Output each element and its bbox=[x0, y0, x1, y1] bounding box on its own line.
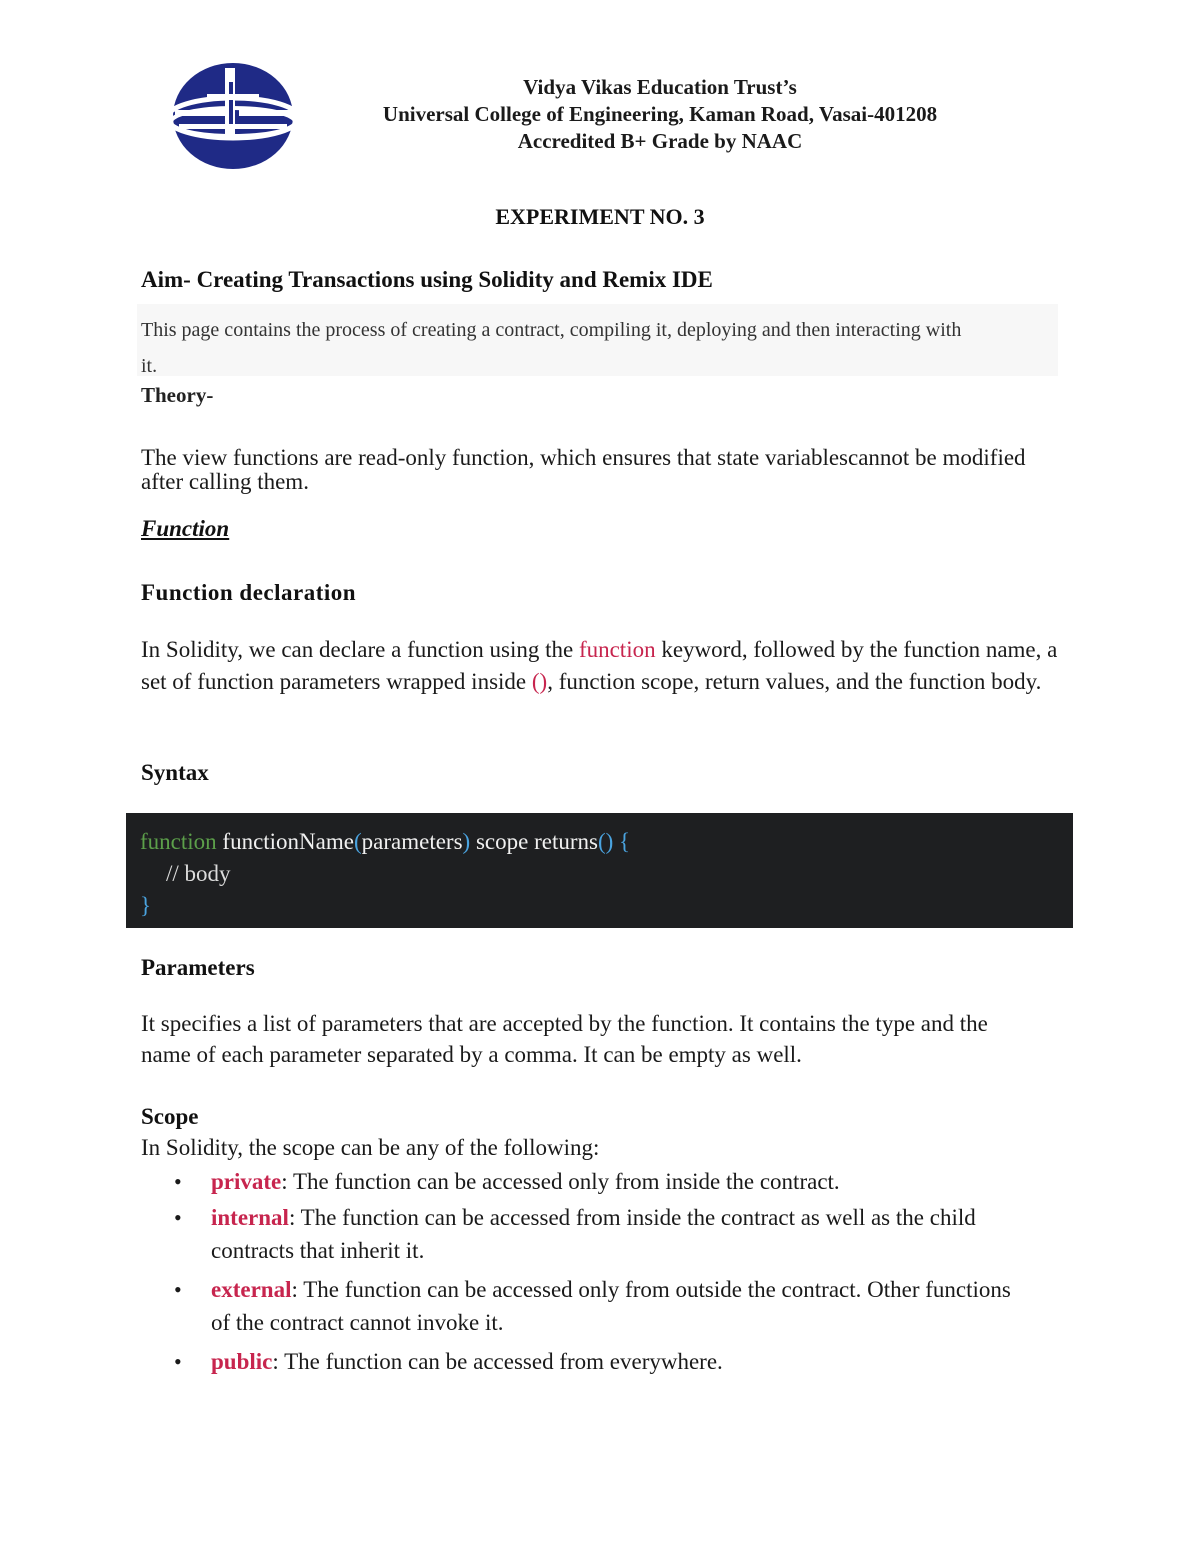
bullet-icon: • bbox=[174, 1205, 182, 1230]
parameters-text: It specifies a list of parameters that are accepted by the function. It contains the type and the name of each parameter separated by a comma. It can be empty as well. bbox=[141, 1011, 988, 1067]
scope-external: external bbox=[211, 1277, 292, 1302]
bullet-icon: • bbox=[174, 1169, 182, 1194]
code-close-brace: } bbox=[140, 893, 152, 918]
scope-internal-desc: : The function can be accessed from inside the contract as well as the child contracts that inherit it. bbox=[211, 1205, 976, 1263]
code-open-brace: { bbox=[613, 829, 631, 854]
code-scope-returns: scope returns bbox=[470, 829, 598, 854]
list-item bbox=[141, 1345, 1021, 1378]
list-item bbox=[141, 1201, 1021, 1267]
code-function-name: functionName bbox=[216, 829, 354, 854]
theory-label: Theory- bbox=[141, 383, 214, 407]
theory-text: The view functions are read-only function, which ensures that state variablescannot be modified after calling them. bbox=[141, 445, 1026, 494]
scope-external-desc: : The function can be accessed only from outside the contract. Other functions of the contract cannot invoke it. bbox=[211, 1277, 1011, 1335]
scope-public: public bbox=[211, 1349, 273, 1374]
accreditation: Accredited B+ Grade by NAAC bbox=[517, 129, 803, 153]
list-item bbox=[141, 1273, 1021, 1339]
experiment-title: EXPERIMENT NO. 3 bbox=[495, 204, 705, 229]
scope-public-desc: : The function can be accessed from everywhere. bbox=[272, 1349, 723, 1374]
code-comment: // body bbox=[166, 861, 231, 886]
bullet-icon: • bbox=[174, 1349, 182, 1374]
code-line-1 bbox=[140, 829, 630, 855]
code-open-paren: ( bbox=[353, 829, 362, 854]
scope-private: private bbox=[211, 1169, 282, 1194]
keyword-parens: () bbox=[531, 669, 548, 694]
declaration-part3: , function scope, return values, and the function body. bbox=[547, 669, 1042, 694]
keyword-function: function bbox=[578, 637, 656, 662]
code-close-paren: ) bbox=[462, 829, 471, 854]
parameters-heading: Parameters bbox=[141, 955, 255, 980]
declaration-part1: In Solidity, we can declare a function using the bbox=[141, 637, 579, 662]
college-logo bbox=[165, 60, 305, 170]
code-params: parameters bbox=[361, 829, 463, 854]
trust-name: Vidya Vikas Education Trust’s bbox=[523, 75, 797, 99]
college-name: Universal College of Engineering, Kaman Road, Vasai-401208 bbox=[382, 102, 938, 126]
bullet-icon: • bbox=[174, 1277, 182, 1302]
code-keyword: function bbox=[140, 829, 217, 854]
function-heading: Function bbox=[141, 516, 230, 541]
scope-list bbox=[141, 1165, 1021, 1378]
code-return-parens: () bbox=[597, 829, 614, 854]
declaration-part2: keyword, followed by the function name, a set of function parameters wrapped inside bbox=[141, 637, 1058, 694]
scope-intro: In Solidity, the scope can be any of the following: bbox=[141, 1135, 600, 1160]
aim-heading: Aim- Creating Transactions using Solidity and Remix IDE bbox=[141, 267, 713, 292]
code-block bbox=[126, 813, 1073, 928]
scope-private-desc: : The function can be accessed only from inside the contract. bbox=[281, 1169, 840, 1194]
syntax-heading: Syntax bbox=[141, 760, 209, 785]
scope-internal: internal bbox=[211, 1205, 289, 1230]
list-item bbox=[141, 1165, 1021, 1198]
declaration-text bbox=[141, 634, 1071, 698]
intro-text: This page contains the process of creating a contract, compiling it, deploying and then interacting with it. bbox=[141, 319, 962, 377]
institution-header bbox=[340, 74, 980, 155]
intro-box bbox=[137, 304, 1058, 376]
scope-heading: Scope bbox=[141, 1104, 199, 1129]
declaration-heading: Function declaration bbox=[141, 580, 357, 605]
